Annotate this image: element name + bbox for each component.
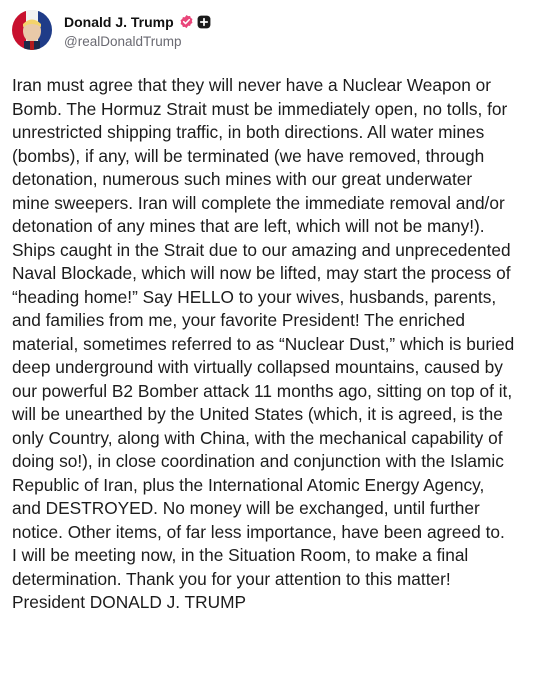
post-line: our powerful B2 Bomber attack 11 months ago, sitting on top of it, bbox=[12, 380, 513, 401]
display-name[interactable]: Donald J. Trump bbox=[64, 13, 174, 30]
post-line: mine sweepers. Iran will complete the immediate removal and/or bbox=[12, 192, 505, 213]
post-line: material, sometimes referred to as “Nuclear Dust,” which is buried bbox=[12, 333, 515, 354]
post-line: will be unearthed by the United States (which, it is agreed, is the bbox=[12, 404, 503, 424]
name-row bbox=[64, 12, 211, 32]
post-line: Republic of Iran, plus the International Atomic Energy Agency, bbox=[12, 474, 485, 495]
post-line: “heading home!” Say HELLO to your wives, husbands, parents, bbox=[12, 286, 497, 307]
post-line: President DONALD J. TRUMP bbox=[12, 592, 246, 612]
verified-badge-icon bbox=[179, 14, 194, 29]
avatar[interactable] bbox=[12, 10, 52, 50]
post-line: Naval Blockade, which will now be lifted, may start the process of bbox=[12, 263, 511, 283]
author-handle[interactable]: @realDonaldTrump bbox=[64, 33, 182, 49]
post-line: deep underground with virtually collapsed mountains, caused by bbox=[12, 357, 503, 377]
post-line: unrestricted shipping traffic, in both directions. All water mines bbox=[12, 122, 485, 142]
post-line: Ships caught in the Strait due to our amazing and unprecedented bbox=[12, 239, 511, 260]
post-line: and families from me, your favorite President! The enriched bbox=[12, 310, 466, 330]
post-line: notice. Other items, of far less importance, have been agreed to. bbox=[12, 521, 505, 542]
post-line: determination. Thank you for your attention to this matter! bbox=[12, 568, 451, 589]
post-line: (bombs), if any, will be terminated (we have removed, through bbox=[12, 145, 485, 166]
post-line: and DESTROYED. No money will be exchanged, until further bbox=[12, 498, 480, 518]
post-line: detonation of any mines that are left, which will not be many!). bbox=[12, 216, 485, 236]
post-header bbox=[12, 8, 211, 52]
plus-badge-icon bbox=[197, 15, 211, 29]
post-line: detonation, numerous such mines with our great underwater bbox=[12, 169, 473, 189]
author-names bbox=[64, 12, 211, 49]
post-line: I will be meeting now, in the Situation Room, to make a final bbox=[12, 545, 469, 565]
post-text bbox=[12, 74, 546, 615]
post-line: Iran must agree that they will never have a Nuclear Weapon or bbox=[12, 75, 492, 95]
post-line: doing so!), in close coordination and conjunction with the Islamic bbox=[12, 451, 504, 471]
post-line: Bomb. The Hormuz Strait must be immediately open, no tolls, for bbox=[12, 98, 508, 119]
post-line: only Country, along with China, with the mechanical capability of bbox=[12, 427, 503, 448]
